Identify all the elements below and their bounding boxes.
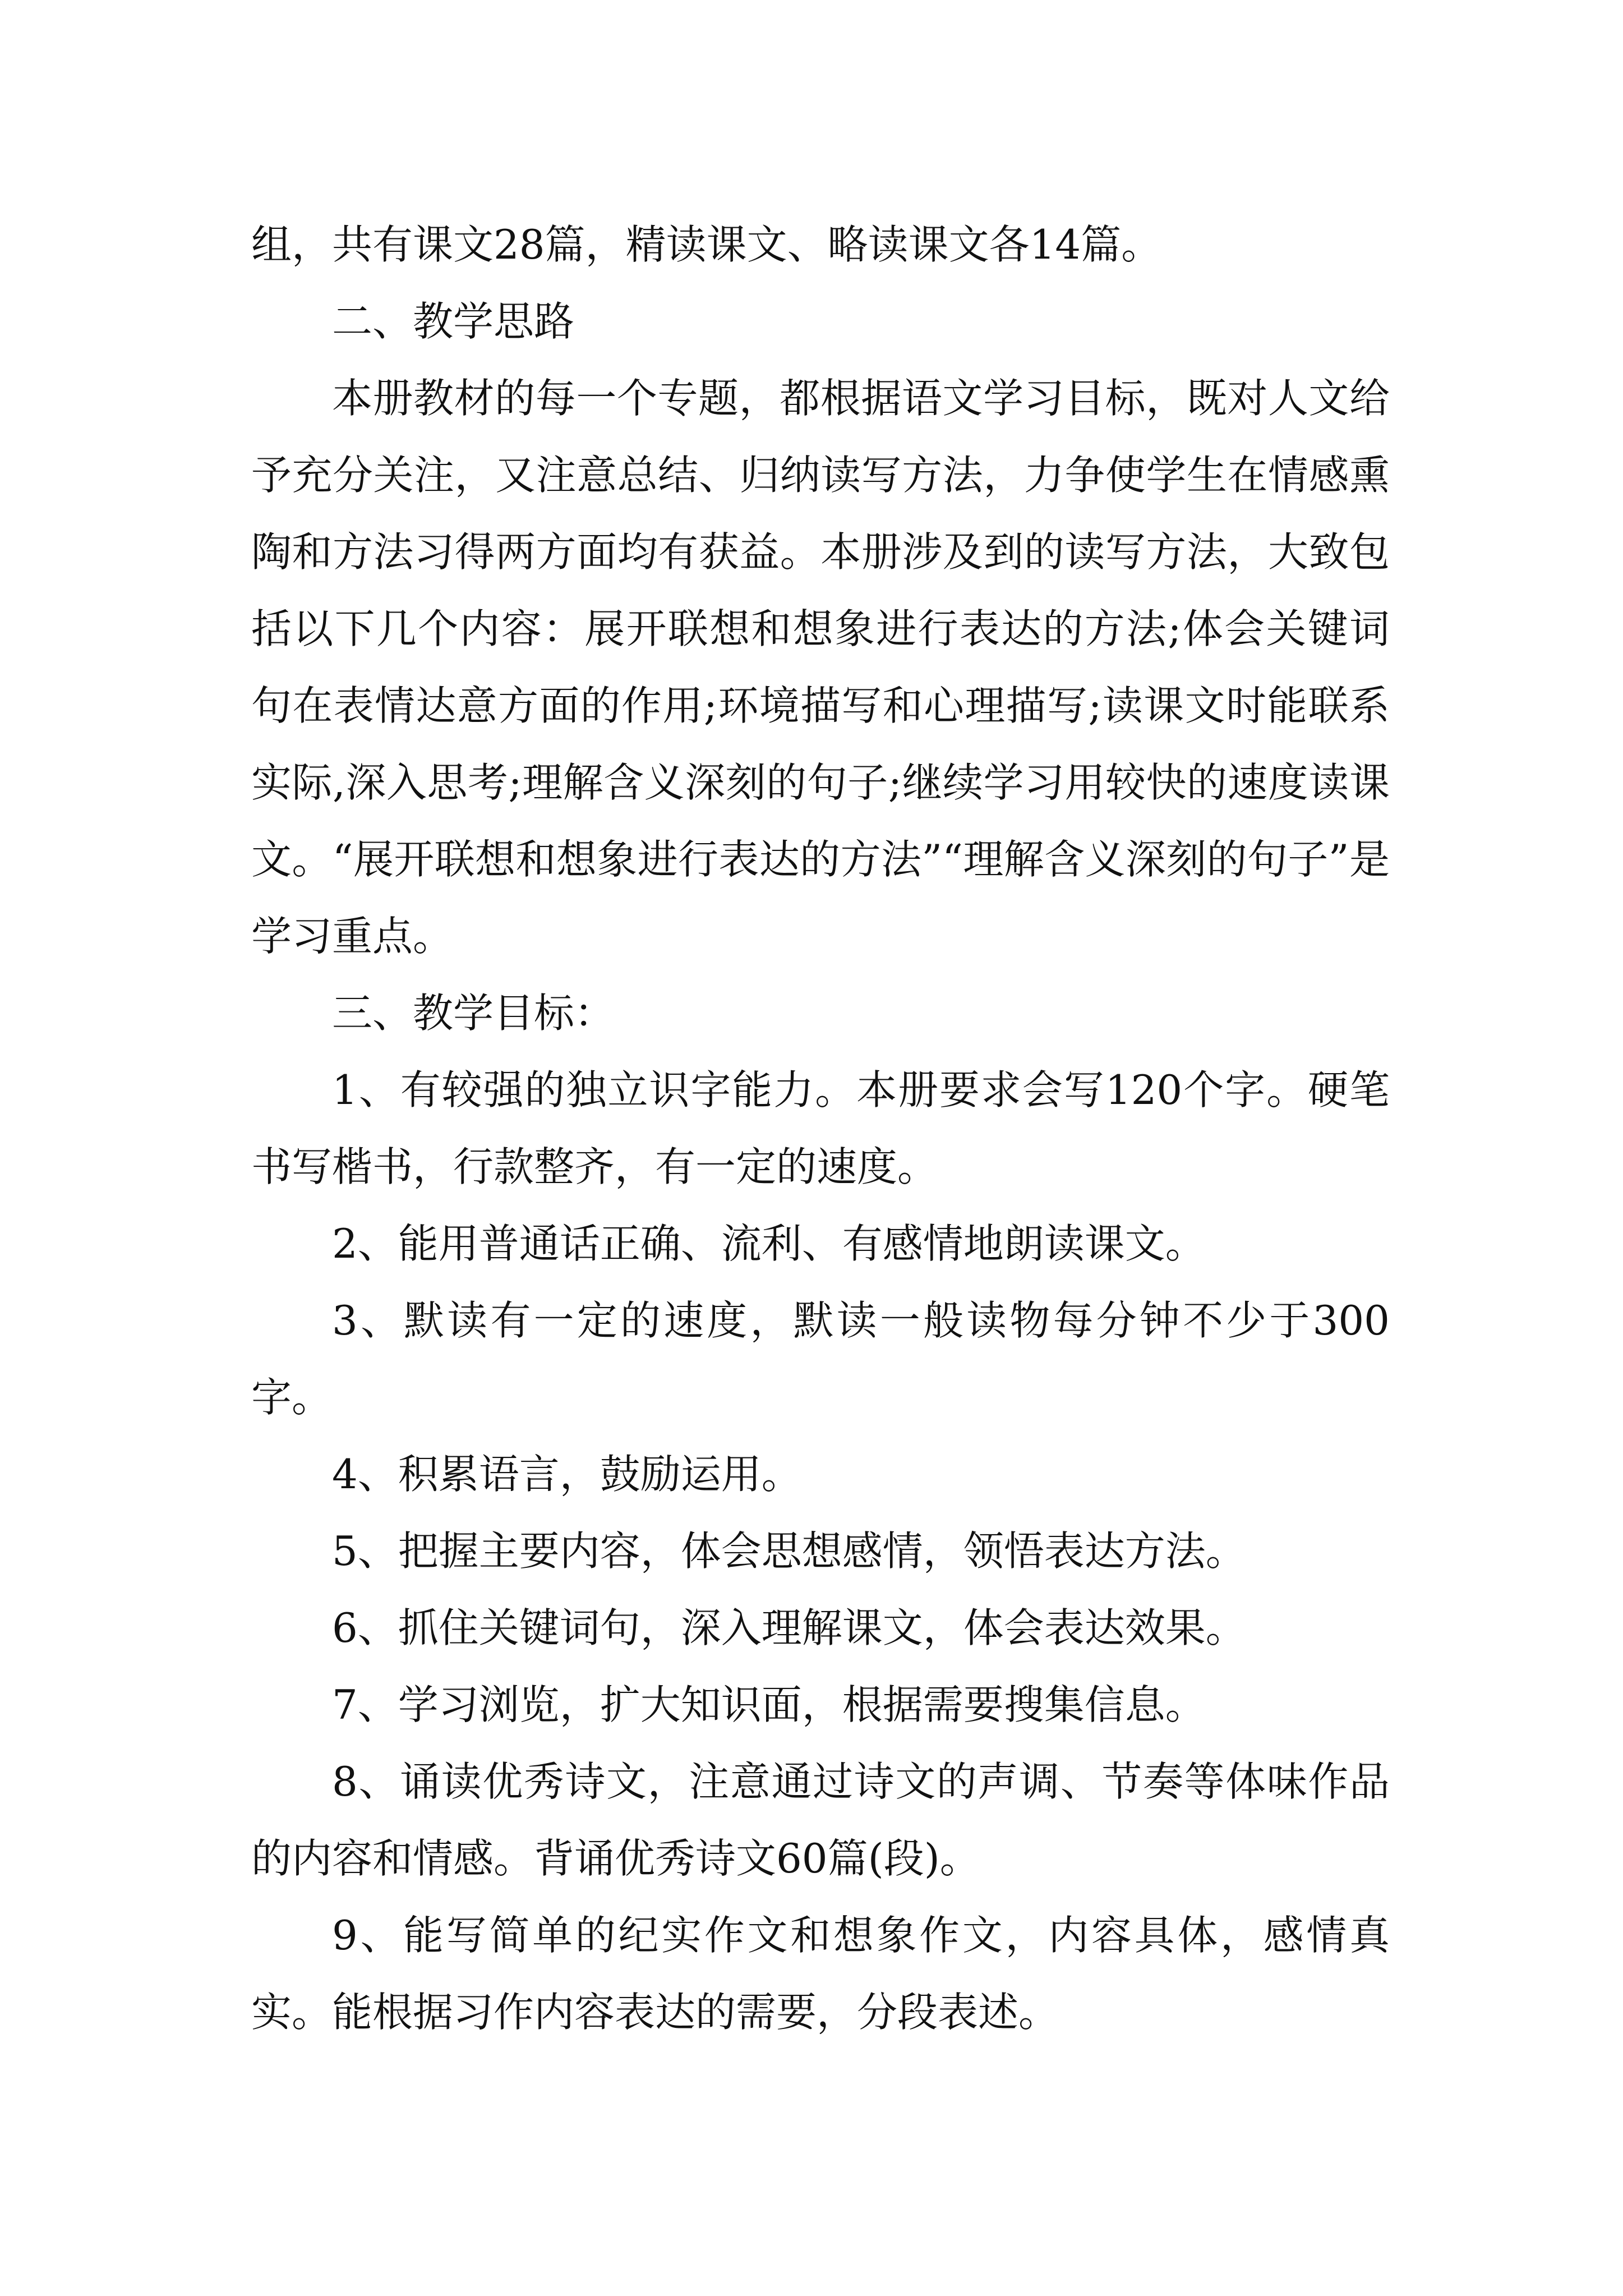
goal-item-2: 2、能用普通话正确、流利、有感情地朗读课文。 — [332, 1220, 1206, 1267]
section-heading-teaching-goals: 三、教学目标： — [332, 990, 615, 1037]
goal-item-8: 8、诵读优秀诗文，注意通过诗文的声调、节奏等体味作品的内容和情感。背诵优秀诗文60篇(段)。 — [251, 1758, 1390, 1882]
goal-item-1: 1、有较强的独立识字能力。本册要求会写120个字。硬笔书写楷书，行款整齐，有一定的速度。 — [251, 1066, 1390, 1190]
goal-item-9: 9、能写简单的纪实作文和想象作文，内容具体，感情真实。能根据习作内容表达的需要，分段表述。 — [251, 1912, 1390, 2036]
goal-item-7: 7、学习浏览，扩大知识面，根据需要搜集信息。 — [332, 1681, 1206, 1728]
paragraph-teaching-ideas: 本册教材的每一个专题，都根据语文学习目标，既对人文给予充分关注，又注意总结、归纳读写方法，力争使学生在情感熏陶和方法习得两方面均有获益。本册涉及到的读写方法，大致包括以下几个内容：展开联想和想象进行表达的方法;体会关键词句在表情达意方面的作用;环境描写和心理描写;读课文时能联系实际,深入思考;理解含义深刻的句子;继续学习用较快的速度读课文。“展开联想和想象进行表达的方法”“理解含义深刻的句子”是学习重点。 — [251, 375, 1390, 960]
section-heading-teaching-ideas: 二、教学思路 — [332, 298, 575, 345]
goal-item-5: 5、把握主要内容，体会思想感情，领悟表达方法。 — [332, 1527, 1246, 1575]
goal-item-6: 6、抓住关键词句，深入理解课文，体会表达效果。 — [332, 1604, 1246, 1651]
goal-item-3: 3、默读有一定的速度，默读一般读物每分钟不少于300字。 — [251, 1297, 1390, 1421]
document-body — [251, 206, 1390, 2051]
paragraph-continuation: 组，共有课文28篇，精读课文、略读课文各14篇。 — [251, 221, 1162, 268]
goal-item-4: 4、积累语言，鼓励运用。 — [332, 1451, 802, 1498]
